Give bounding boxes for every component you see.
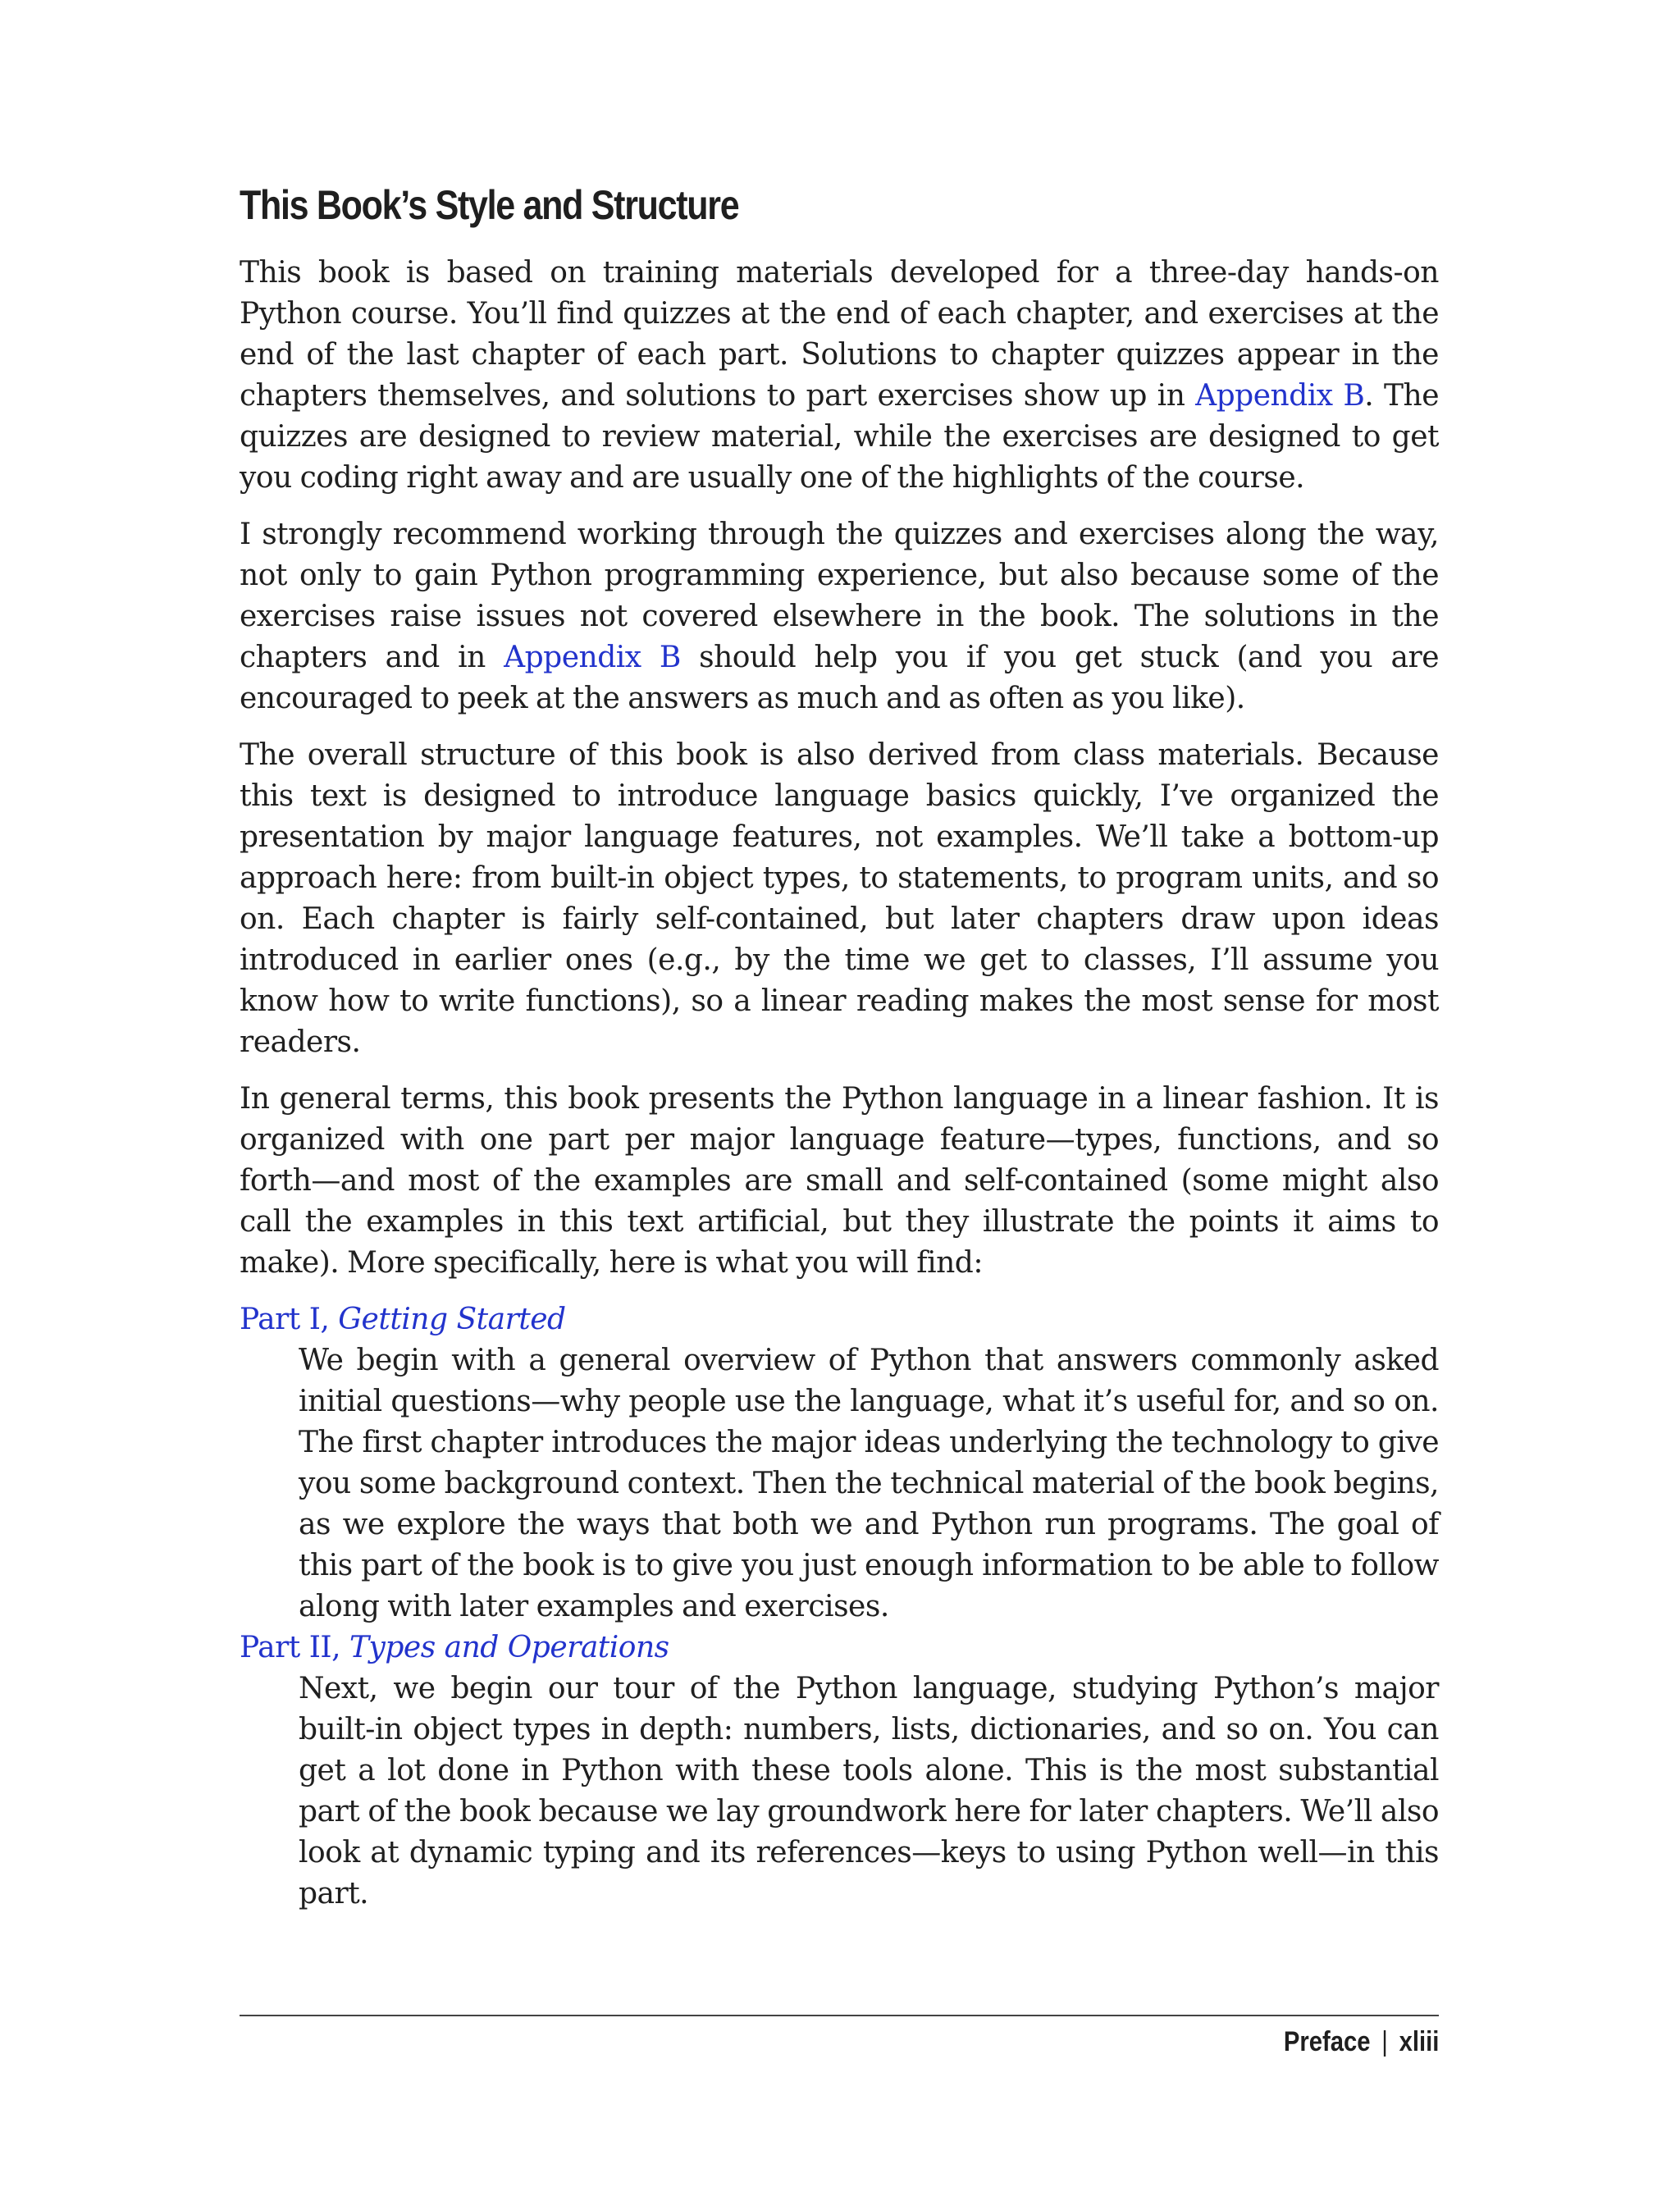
footer-rule — [240, 2015, 1439, 2016]
parts-list — [240, 1299, 1439, 1915]
paragraph-3: The overall structure of this book is also derived from class materials. Because this text is designed to introduce language basics quickly, I’ve organized the presentation by major language features, not examples. We’ll take a bottom-up approach here: from built-in object types, to statements, to program units, and so on. Each chapter is fairly self-contained, but later chapters draw upon ideas introduced in earlier ones (e.g., by the time we get to classes, I’ll assume you know how to write functions), so a linear reading makes the most sense for most readers. — [240, 738, 1439, 1059]
footer-separator: | — [1381, 2026, 1388, 2057]
part-1-label: Part I, — [240, 1303, 339, 1336]
paragraph-4: In general terms, this book presents the Python language in a linear fashion. It is organized with one part per major language feature—types, functions, and so forth—and most of the examples are small and self-contained (some might also call the examples in this text artificial, but they illustrate the points it aims to make). More specifically, here is what you will find: — [240, 1082, 1439, 1280]
part-2-term[interactable] — [240, 1628, 1439, 1669]
paragraph-1 — [240, 253, 1439, 499]
part-1-term[interactable] — [240, 1299, 1439, 1340]
section-heading: This Book’s Style and Structure — [240, 182, 739, 228]
paragraph-2-text-a: I strongly recommend working through the quizzes and exercises along the way, not only to gain Python programming experience, but also because some of the exercises raise issues not covered elsewhere in the book. The solutions in the chapters and in — [240, 518, 1439, 674]
paragraph-2-text-b: should help you if you get stuck (and you are encouraged to peek at the answers as much and as often as you like). — [240, 641, 1439, 715]
paragraph-2 — [240, 514, 1439, 719]
page-number: xliii — [1399, 2026, 1439, 2057]
page-footer — [1283, 2026, 1439, 2058]
part-2-label: Part II, — [240, 1631, 350, 1664]
part-2-description: Next, we begin our tour of the Python language, studying Python’s major built-in object types in depth: numbers, lists, dictionaries, and so on. You can get a lot done in Python with these tools alone. This is the most substantial part of the book because we lay groundwork here for later chapters. We’ll also look at dynamic typing and its references—keys to using Python well—in this part. — [299, 1672, 1439, 1911]
part-1-title: Getting Started — [338, 1303, 566, 1336]
paragraph-1-text-a: This book is based on training materials developed for a three-day hands-on Python course. You’ll find quizzes at the end of each chapter, and exercises at the end of the last chapter of each part. Solutions to chapter quizzes appear in the chapters themselves, and solutions to part exercises show up in — [240, 256, 1439, 413]
part-2-title: Types and Operations — [349, 1631, 669, 1664]
text-column — [240, 172, 1439, 1915]
appendix-b-link[interactable]: Appendix B — [504, 641, 681, 674]
footer-section: Preface — [1283, 2026, 1371, 2057]
part-1-description: We begin with a general overview of Python that answers commonly asked initial questions—why people use the language, what it’s useful for, and so on. The first chapter introduces the major ideas underlying the technology to give you some background context. Then the technical material of the book begins, as we explore the ways that both we and Python run programs. The goal of this part of the book is to give you just enough information to be able to follow along with later examples and exercises. — [299, 1344, 1439, 1623]
appendix-b-link[interactable]: Appendix B — [1195, 379, 1365, 413]
paragraph-1-text-b: . The quizzes are designed to review material, while the exercises are designed to get you coding right away and are usually one of the highlights of the course. — [240, 379, 1439, 495]
